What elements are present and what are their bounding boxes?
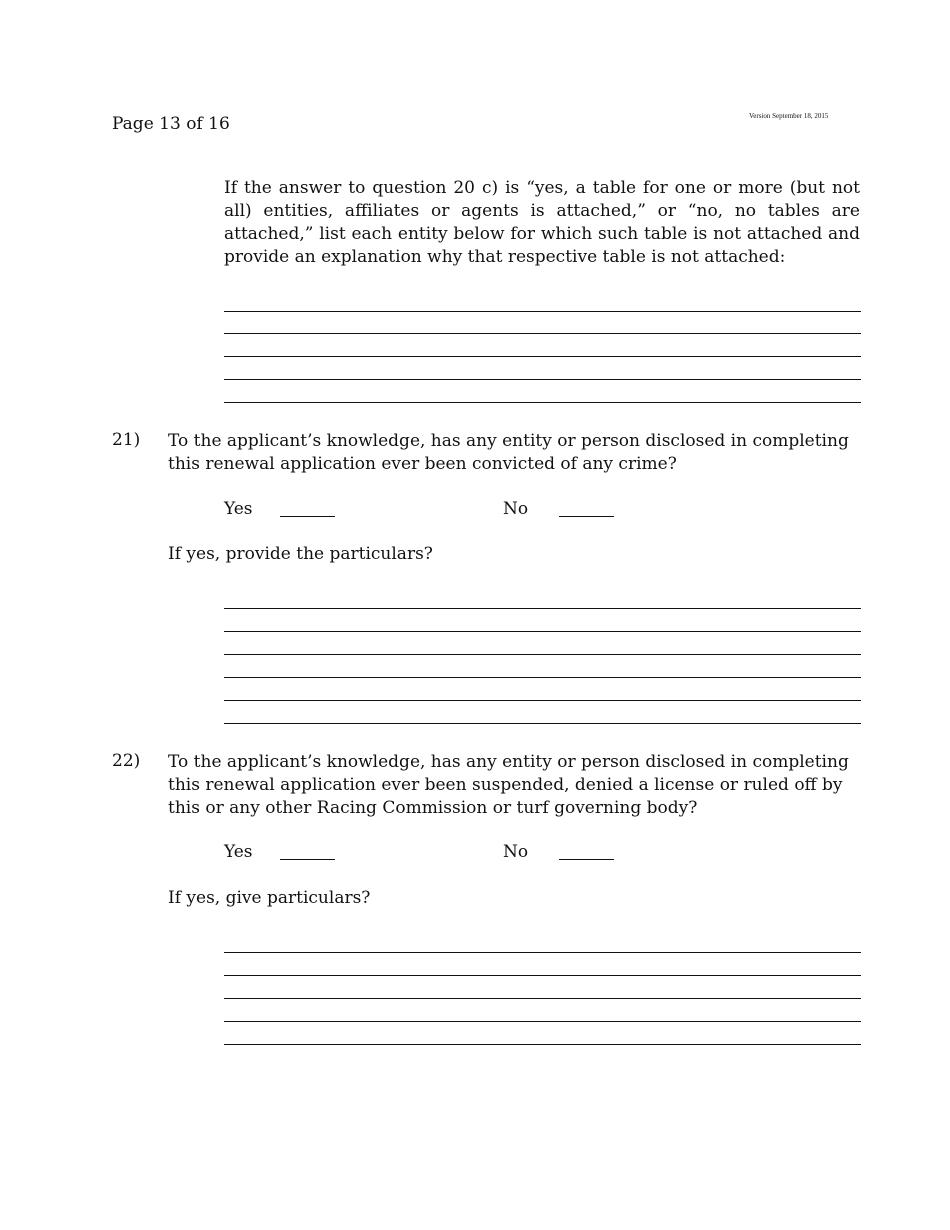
answer-line[interactable] [224,952,861,953]
q22-no-blank[interactable] [559,859,614,860]
q22-no-label: No [503,842,529,862]
answer-line[interactable] [224,608,861,609]
answer-line[interactable] [224,975,861,976]
q20-followup-instructions: If the answer to question 20 c) is “yes, a table for one or more (but not all) entities, affiliates or agents is attached,” or “no, no tables are attached,” list each entity below for which such table is not attached and provide an explanation why that respective table is not attached: [224,178,860,267]
q21-question: To the applicant’s knowledge, has any entity or person disclosed in completing this renewal application ever been convicted of any crime? [168,431,849,474]
answer-line[interactable] [224,333,861,334]
version-note: Version September 18, 2015 [749,112,829,120]
q21-no-blank[interactable] [559,516,614,517]
answer-line[interactable] [224,723,861,724]
q21-yes-label: Yes [224,499,253,519]
page-number: Page 13 of 16 [112,114,230,134]
answer-line[interactable] [224,700,861,701]
answer-line[interactable] [224,356,861,357]
q21-no-label: No [503,499,529,519]
q22-number: 22) [112,751,141,771]
q21-number: 21) [112,430,141,450]
q21-yes-blank[interactable] [280,516,335,517]
q21-followup: If yes, provide the particulars? [168,544,433,564]
q22-yes-blank[interactable] [280,859,335,860]
q22-question: To the applicant’s knowledge, has any entity or person disclosed in completing this renewal application ever been suspended, denied a license or ruled off by this or any other Racing Commission or turf governing body? [168,752,849,818]
answer-line[interactable] [224,631,861,632]
answer-line[interactable] [224,1021,861,1022]
answer-line[interactable] [224,1044,861,1045]
answer-line[interactable] [224,998,861,999]
q22-yes-label: Yes [224,842,253,862]
answer-line[interactable] [224,379,861,380]
answer-line[interactable] [224,311,861,312]
answer-line[interactable] [224,402,861,403]
answer-line[interactable] [224,677,861,678]
q22-followup: If yes, give particulars? [168,888,371,908]
answer-line[interactable] [224,654,861,655]
